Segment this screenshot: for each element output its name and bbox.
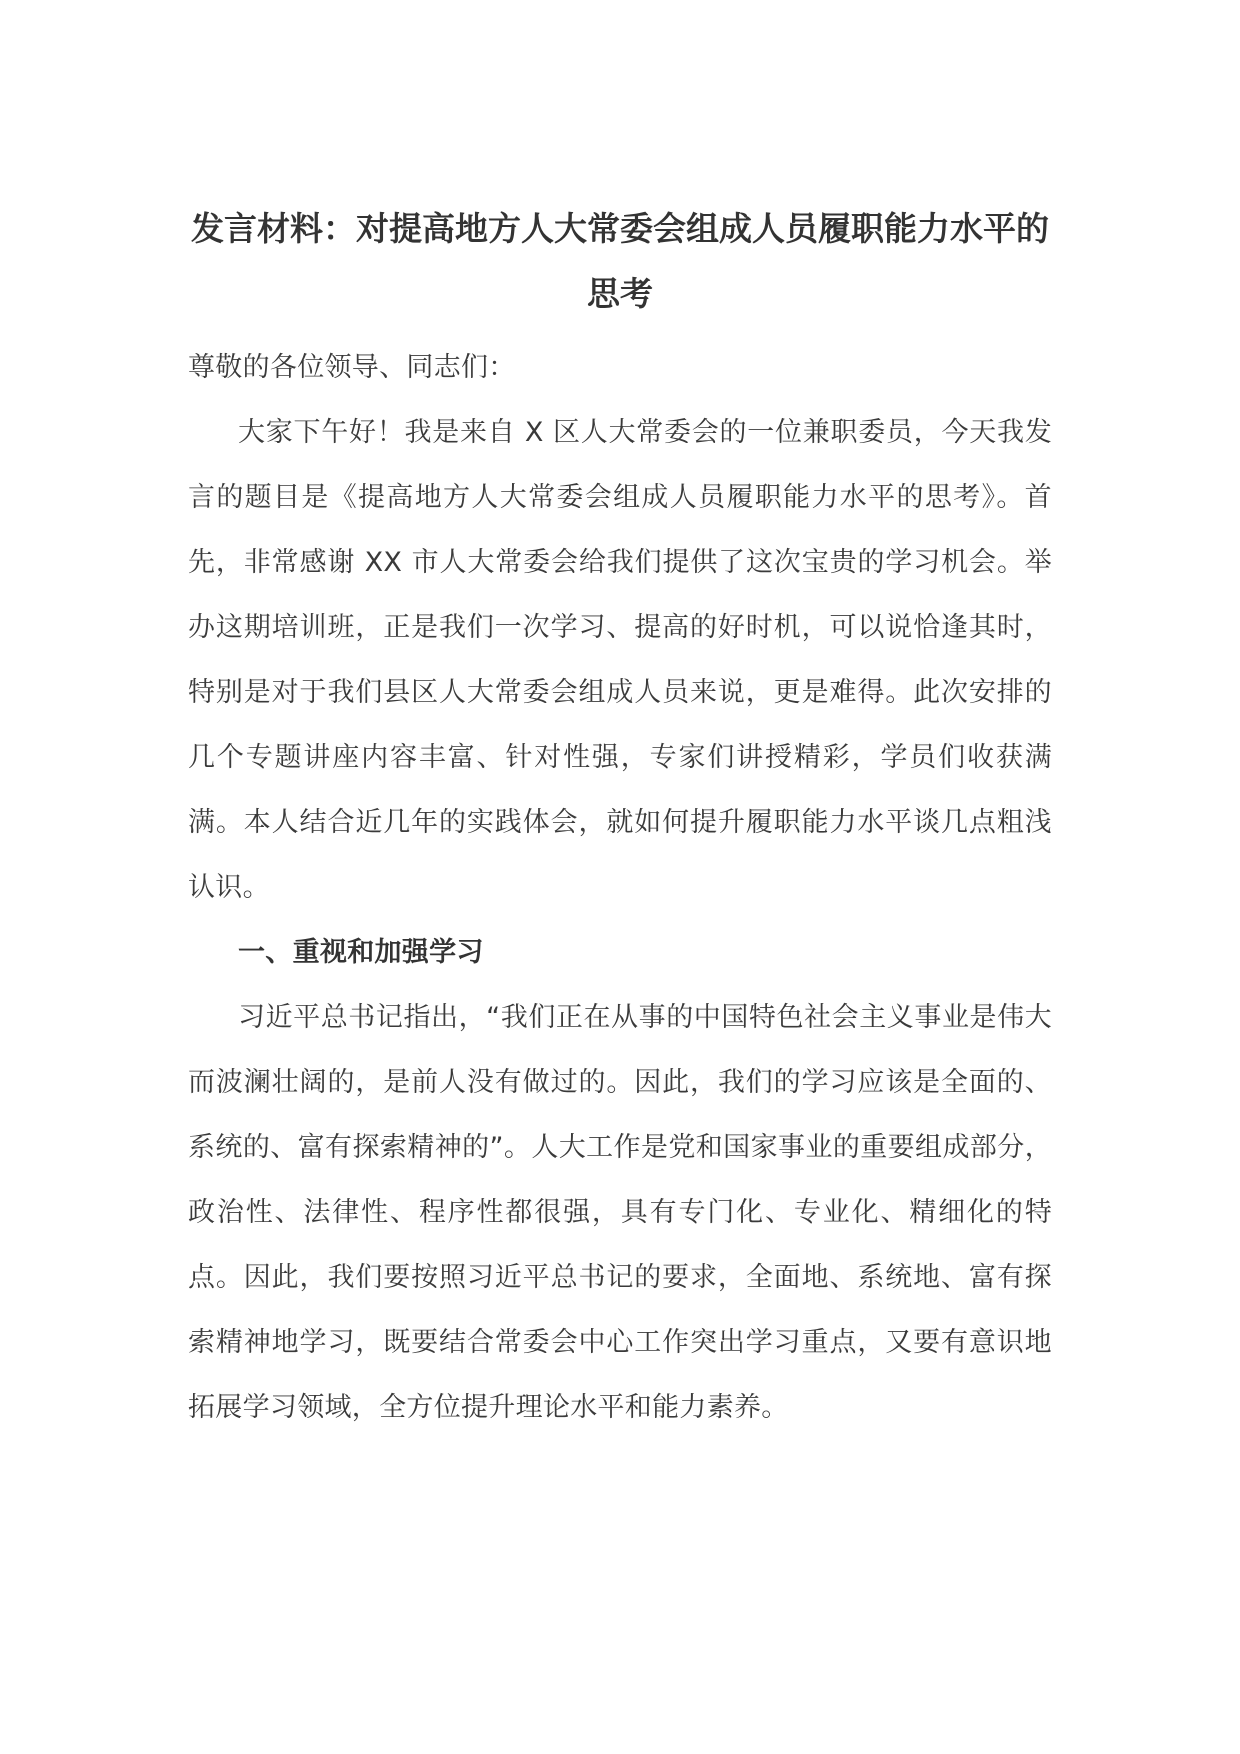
document-title: 发言材料：对提高地方人大常委会组成人员履职能力水平的思考 xyxy=(191,209,1049,313)
section-heading: 一、重视和加强学习 xyxy=(238,937,484,968)
document-body xyxy=(188,196,1052,1440)
section-paragraph: 习近平总书记指出，“我们正在从事的中国特色社会主义事业是伟大而波澜壮阔的，是前人没有做过的。因此，我们的学习应该是全面的、系统的、富有探索精神的”。人大工作是党和国家事业的重要组成部分，政治性、法律性、程序性都很强，具有专门化、专业化、精细化的特点。因此，我们要按照习近平总书记的要求，全面地、系统地、富有探索精神地学习，既要结合常委会中心工作突出学习重点，又要有意识地拓展学习领域，全方位提升理论水平和能力素养。 xyxy=(188,1002,1052,1423)
salutation: 尊敬的各位领导、同志们： xyxy=(188,352,516,383)
opening-paragraph: 大家下午好！我是来自 X 区人大常委会的一位兼职委员，今天我发言的题目是《提高地方人大常委会组成人员履职能力水平的思考》。首先，非常感谢 XX 市人大常委会给我们提供了这次宝贵的学习机会。举办这期培训班，正是我们一次学习、提高的好时机，可以说恰逢其时，特别是对于我们县区人大常委会组成人员来说，更是难得。此次安排的几个专题讲座内容丰富、针对性强，专家们讲授精彩，学员们收获满满。本人结合近几年的实践体会，就如何提升履职能力水平谈几点粗浅认识。 xyxy=(188,417,1052,903)
